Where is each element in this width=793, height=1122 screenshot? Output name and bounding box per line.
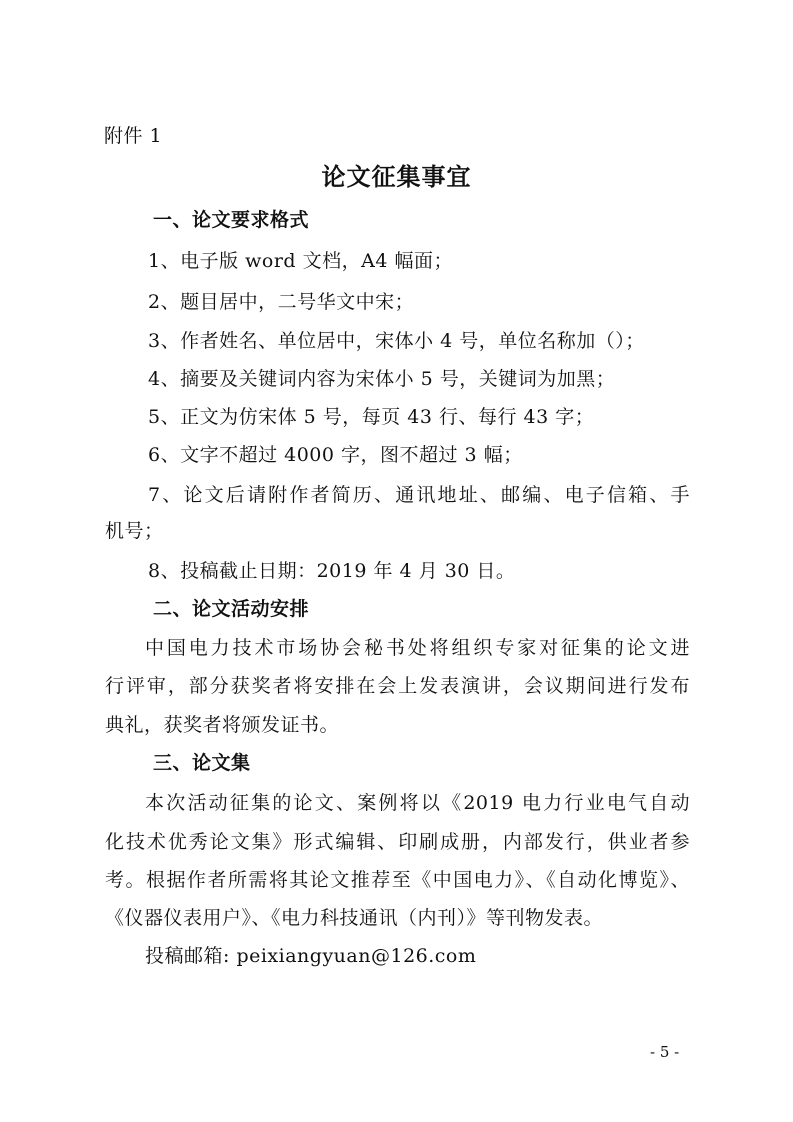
collection-paragraph-line-1: 本次活动征集的论文、案例将以《2019 电力行业电气自动: [145, 792, 690, 814]
activity-paragraph-line-3: 典礼，获奖者将颁发证书。: [105, 714, 340, 736]
submission-email: 投稿邮箱: peixiangyuan@126.com: [145, 945, 477, 967]
section-heading-format: 一、论文要求格式: [153, 209, 310, 231]
section-heading-activity: 二、论文活动安排: [153, 598, 310, 620]
format-item-6: 6、文字不超过 4000 字，图不超过 3 幅；: [148, 444, 523, 466]
activity-paragraph-line-1: 中国电力技术市场协会秘书处将组织专家对征集的论文进: [145, 637, 690, 659]
collection-paragraph-line-3: 考。根据作者所需将其论文推荐至《中国电力》、《自动化博览》、: [105, 869, 690, 891]
activity-paragraph-line-2: 行评审，部分获奖者将安排在会上发表演讲，会议期间进行发布: [105, 675, 690, 697]
format-item-5: 5、正文为仿宋体 5 号，每页 43 行、每行 43 字；: [148, 406, 595, 428]
format-item-7-continuation: 机号；: [105, 520, 164, 542]
format-item-1: 1、电子版 word 文档，A4 幅面；: [148, 250, 453, 272]
format-item-4: 4、摘要及关键词内容为宋体小 5 号，关键词为加黑；: [148, 368, 616, 390]
collection-paragraph-line-2: 化技术优秀论文集》形式编辑、印刷成册，内部发行，供业者参: [105, 831, 690, 853]
page-number: - 5 -: [650, 1043, 680, 1061]
document-title: 论文征集事宜: [321, 162, 472, 191]
section-heading-collection: 三、论文集: [153, 752, 251, 774]
format-item-7: 7、论文后请附作者简历、通讯地址、邮编、电子信箱、手: [148, 484, 690, 506]
format-item-8: 8、投稿截止日期：2019 年 4 月 30 日。: [148, 560, 516, 582]
format-item-2: 2、题目居中，二号华文中宋；: [148, 291, 415, 313]
format-item-3: 3、作者姓名、单位居中，宋体小 4 号，单位名称加（）；: [148, 330, 645, 352]
collection-paragraph-line-4: 《仪器仪表用户》、《电力科技通讯（内刊）》等刊物发表。: [105, 907, 604, 929]
attachment-label: 附件 1: [104, 125, 163, 147]
